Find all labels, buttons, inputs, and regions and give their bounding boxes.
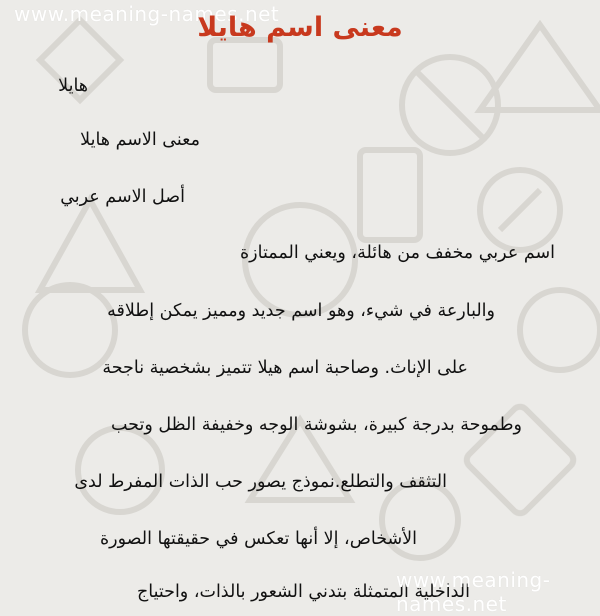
description-line-4: وطموحة بدرجة كبيرة، بشوشة الوجه وخفيفة الظل وتحب: [111, 415, 522, 435]
description-line-1: اسم عربي مخفف من هائلة، ويعني الممتازة: [240, 243, 555, 263]
description-line-2: والبارعة في شيء، وهو اسم جديد ومميز يمكن إطلاقه: [107, 301, 495, 321]
meaning-heading: معنى الاسم هايلا: [80, 130, 200, 150]
name-line: هايلا: [58, 76, 88, 96]
description-line-5: التثقف والتطلع.نموذج يصور حب الذات المفرط لدى: [74, 472, 447, 492]
origin-line: أصل الاسم عربي: [60, 187, 185, 207]
description-line-7: الداخلية المتمثلة بتدني الشعور بالذات، واحتياج: [136, 582, 470, 602]
page-title: معنى اسم هايلا: [197, 12, 403, 43]
watermark-bottom: www.meaning-names.net: [396, 568, 551, 616]
description-line-3: على الإناث. وصاحبة اسم هيلا تتميز بشخصية ناجحة: [102, 358, 468, 378]
watermark-top: www.meaning-names.net: [14, 2, 280, 26]
description-line-6: الأشخاص، إلا أنها تعكس في حقيقتها الصورة: [99, 529, 417, 549]
